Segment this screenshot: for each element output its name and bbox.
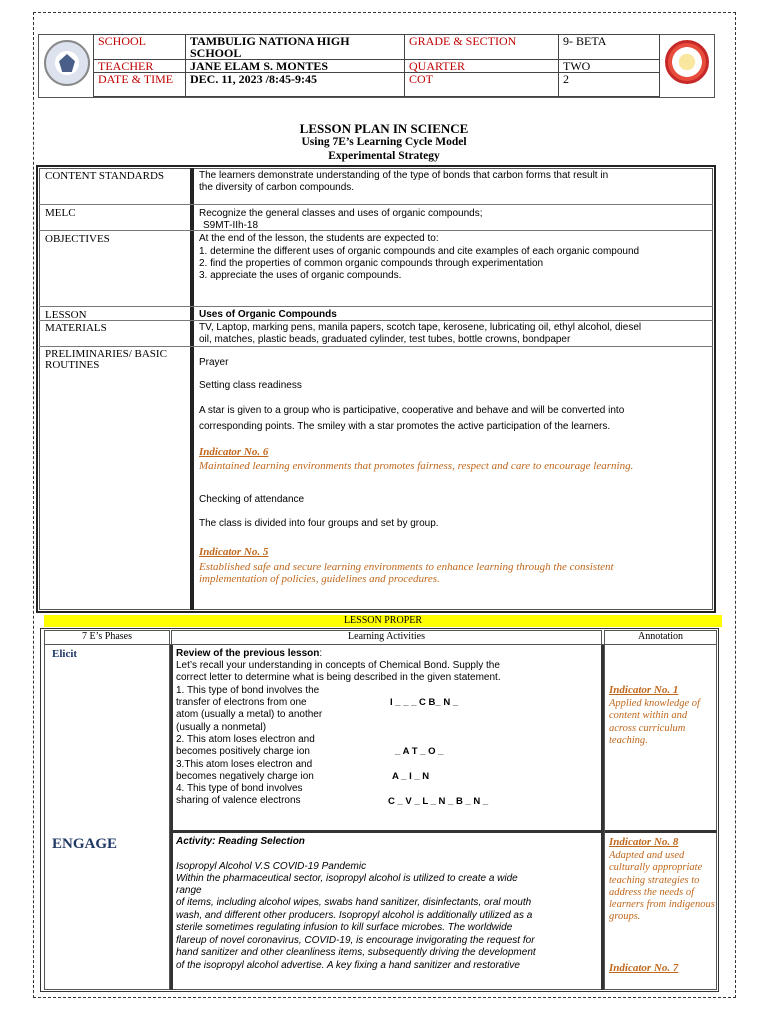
row-divider (605, 830, 717, 833)
question-line: 1. This type of bond involves the (176, 685, 320, 696)
indicator-5-line-1: Established safe and secure learning environments to enhance learning through the consistent (199, 561, 614, 573)
school-seal-icon (665, 40, 709, 84)
materials-line-2: oil, matches, plastic beads, graduated cylinder, test tubes, bottle crowns, bondpaper (199, 334, 571, 345)
quarter-label: QUARTER (405, 60, 559, 73)
lesson-label: LESSON (45, 309, 87, 321)
cot-value: 2 (559, 73, 660, 97)
preliminaries-label-1: PRELIMINARIES/ BASIC (45, 348, 167, 360)
question-line: 2. This atom loses electron and (176, 734, 315, 745)
materials-label: MATERIALS (45, 322, 107, 334)
question-line: (usually a nonmetal) (176, 722, 267, 733)
deped-seal-icon (44, 40, 90, 86)
column-divider (170, 645, 173, 990)
question-line: becomes positively charge ion (176, 746, 310, 757)
row-divider (39, 204, 713, 205)
annotation-header: Annotation (638, 631, 683, 642)
reading-title: Isopropyl Alcohol V.S COVID-19 Pandemic (176, 861, 367, 872)
question-line: sharing of valence electrons (176, 795, 301, 806)
answer-blank-4: C _ V _ L _ N _ B _ N _ (388, 796, 489, 807)
elicit-annotation-title: Indicator No. 1 (609, 684, 679, 696)
phases-header: 7 E’s Phases (82, 631, 132, 642)
phase-engage: ENGAGE (52, 836, 118, 852)
reading-line: Within the pharmaceutical sector, isopropyl alcohol is utilized to create a wide (176, 873, 518, 884)
melc-line-1: Recognize the general classes and uses of organic compounds; (199, 208, 483, 219)
reading-line: of the isopropyl alcohol advertise. A key fixing a hand sanitizer and restorative (176, 960, 520, 971)
phase-elicit: Elicit (52, 648, 78, 660)
prelim-item: corresponding points. The smiley with a star promotes the active participation of the learners. (199, 421, 611, 432)
indicator-5-line-2: implementation of policies, guidelines and procedures. (199, 573, 440, 585)
elicit-annotation-text: Applied knowledge of content within and across curriculum teaching. (609, 698, 700, 746)
page-subtitle-2: Experimental Strategy (328, 150, 440, 162)
page-subtitle-1: Using 7E’s Learning Cycle Model (301, 136, 467, 148)
question-line: becomes negatively charge ion (176, 771, 314, 782)
objectives-label: OBJECTIVES (45, 233, 110, 245)
grade-label: GRADE & SECTION (405, 35, 559, 60)
preliminaries-label-2: ROUTINES (45, 359, 100, 371)
elicit-heading: Review of the previous lesson: (176, 648, 323, 659)
activities-header: Learning Activities (348, 631, 425, 642)
engage-annotation-2-title: Indicator No. 7 (609, 962, 679, 974)
prelim-item: Setting class readiness (199, 380, 302, 391)
school-label: SCHOOL (94, 35, 186, 60)
reading-line: sterile sometimes regulating infusion to kill surface microbes. The worldwide (176, 922, 513, 933)
phases-column (44, 630, 170, 990)
prelim-item: The class is divided into four groups and set by group. (199, 518, 439, 529)
quarter-value: TWO (559, 60, 660, 73)
reading-line: of items, including alcohol wipes, swabs hand sanitizer, disinfectants, oral mouth (176, 897, 532, 908)
content-standards-label: CONTENT STANDARDS (45, 170, 165, 182)
prelim-item: A star is given to a group who is participative, cooperative and behave and will be converted into (199, 405, 625, 416)
content-standards-line-2: the diversity of carbon compounds. (199, 182, 355, 193)
engage-annotation-title: Indicator No. 8 (609, 836, 679, 848)
question-line: 4. This type of bond involves (176, 783, 303, 794)
teacher-label: TEACHER (94, 60, 186, 73)
materials-line-1: TV, Laptop, marking pens, manila papers, scotch tape, kerosene, lubricating oil, ethyl alcohol, diesel (199, 322, 642, 333)
school-value: TAMBULIG NATIONA HIGH SCHOOL (186, 35, 405, 60)
standards-divider (190, 168, 194, 610)
prelim-item: Prayer (199, 357, 229, 368)
reading-line: flareup of novel coronavirus, COVID-19, is encourage invigorating the request for (176, 935, 535, 946)
cot-label: COT (405, 73, 559, 97)
objective-item: 1. determine the different uses of organic compounds and cite examples of each organic compound (199, 246, 640, 257)
date-label: DATE & TIME (94, 73, 186, 97)
question-line: transfer of electrons from one (176, 697, 307, 708)
elicit-intro-line-2: correct letter to determine what is being described in the given statement. (176, 672, 501, 683)
page-title: LESSON PLAN IN SCIENCE (299, 121, 469, 136)
date-value: DEC. 11, 2023 /8:45-9:45 (186, 73, 405, 97)
objectives-intro: At the end of the lesson, the students are expected to: (199, 233, 439, 244)
engage-heading: Activity: Reading Selection (176, 836, 305, 847)
row-divider (172, 830, 602, 833)
reading-line: wash, and different other producers. Isopropyl alcohol is additionally utilized as a (176, 910, 533, 921)
column-divider (601, 645, 604, 990)
engage-annotation-text: Adapted and used culturally appropriate teaching strategies to address the needs of learners from indigenous groups. (609, 850, 715, 923)
melc-code: S9MT-IIh-18 (203, 220, 259, 231)
indicator-6-title: Indicator No. 6 (199, 446, 269, 458)
indicator-6-text: Maintained learning environments that promotes fairness, respect and care to encourage learning. (199, 460, 634, 472)
indicator-5-title: Indicator No. 5 (199, 546, 269, 558)
header-table (93, 34, 660, 97)
reading-line: hand sanitizer and other cleanliness items, subsequently driving the development (176, 947, 536, 958)
question-line: atom (usually a metal) to another (176, 709, 323, 720)
header-divider (44, 644, 717, 645)
objective-item: 3. appreciate the uses of organic compounds. (199, 270, 402, 281)
melc-label: MELC (45, 207, 76, 219)
lesson-value: Uses of Organic Compounds (199, 309, 337, 320)
answer-blank-3: A _ I _ N (392, 771, 430, 782)
reading-line: range (176, 885, 202, 896)
answer-blank-1: I _ _ _ C B_ N _ (390, 697, 459, 708)
teacher-value: JANE ELAM S. MONTES (186, 60, 405, 73)
answer-blank-2: _ A T _ O _ (395, 746, 444, 757)
row-divider (39, 306, 713, 307)
question-line: 3.This atom loses electron and (176, 759, 313, 770)
lesson-proper-bar: LESSON PROPER (44, 615, 722, 627)
content-standards-line-1: The learners demonstrate understanding of the type of bonds that carbon forms that result in (199, 170, 609, 181)
elicit-intro-line-1: Let’s recall your understanding in concepts of Chemical Bond. Supply the (176, 660, 500, 671)
objective-item: 2. find the properties of common organic compounds through experimentation (199, 258, 544, 269)
grade-value: 9- BETA (559, 35, 660, 60)
prelim-item: Checking of attendance (199, 494, 305, 505)
